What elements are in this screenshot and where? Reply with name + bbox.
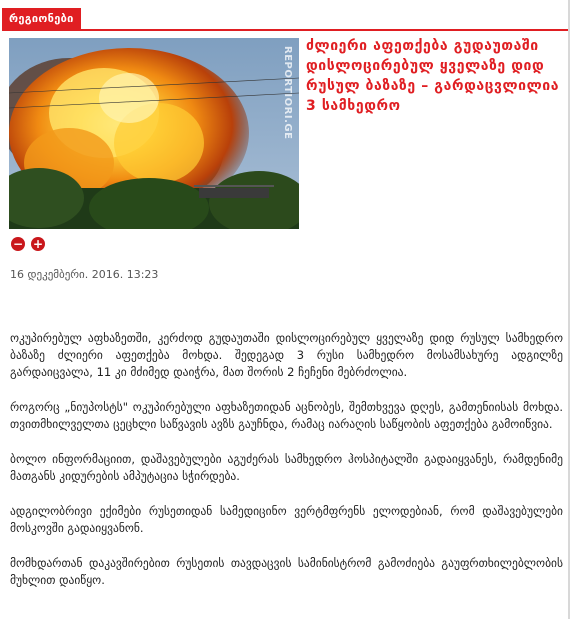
article-paragraph: ადგილობრივი ექიმები რუსეთიდან სამედიცინო ვერტმფრენს ელოდებიან, რომ დაშავებულები მოსკოვში გადაიყვანონ. xyxy=(10,504,563,535)
article-paragraph: როგორც „ნიუპოსტს" ოკუპირებული აფხაზეთიდან აცნობეს, შემთხვევა დღეს, გამთენიისას მოხდა. თვითმხილველთა ცეცხლი საწვავის ავზს გაუჩნდა, რამაც იარაღის საწყობის აფეთქება გამოიწვია. xyxy=(10,400,563,431)
section-label[interactable]: რეგიონები xyxy=(2,8,81,30)
increase-font-button[interactable]: + xyxy=(32,237,44,251)
article-paragraph: მომხდართან დაკავშირებით რუსეთის თავდაცვის სამინისტრომ გამოძიება გაუფრთხილებლობის მუხლით დაიწყო. xyxy=(10,556,563,587)
article-title: ძლიერი აფეთქება გუდაუთაში დისლოცირებულ ყველაზე დიდ რუსულ ბაზაზე – გარდაცვლილია 3 სამხედრო xyxy=(306,38,560,114)
image-watermark: REPORTIORI.GE xyxy=(282,46,293,140)
article-body xyxy=(10,330,563,607)
article-paragraph: ოკუპირებულ აფხაზეთში, კერძოდ გუდაუთაში დისლოცირებულ ყველაზე დიდ რუსულ სამხედრო ბაზაზე ძლიერი აფეთქება მოხდა. შედეგად 3 რუსი სამხედრო მოსამსახურე ადგილზე გარდაიცვალა, 11 კი მძიმედ დაიჭრა, მათ შორის 2 ჩეჩენი მებრძოლია. xyxy=(10,331,563,379)
decrease-font-button[interactable]: − xyxy=(12,237,24,251)
article-image xyxy=(9,38,299,229)
section-divider xyxy=(2,29,568,31)
publish-date: 16 დეკემბერი. 2016. 13:23 xyxy=(10,268,159,281)
article-paragraph: ბოლო ინფორმაციით, დაშავებულები აგუძერას სამხედრო ჰოსპიტალში გადაიყვანეს, რამდენიმე მათგანს კიდურების ამპუტაცია სჭირდება. xyxy=(10,452,563,483)
explosion-image xyxy=(9,38,299,229)
